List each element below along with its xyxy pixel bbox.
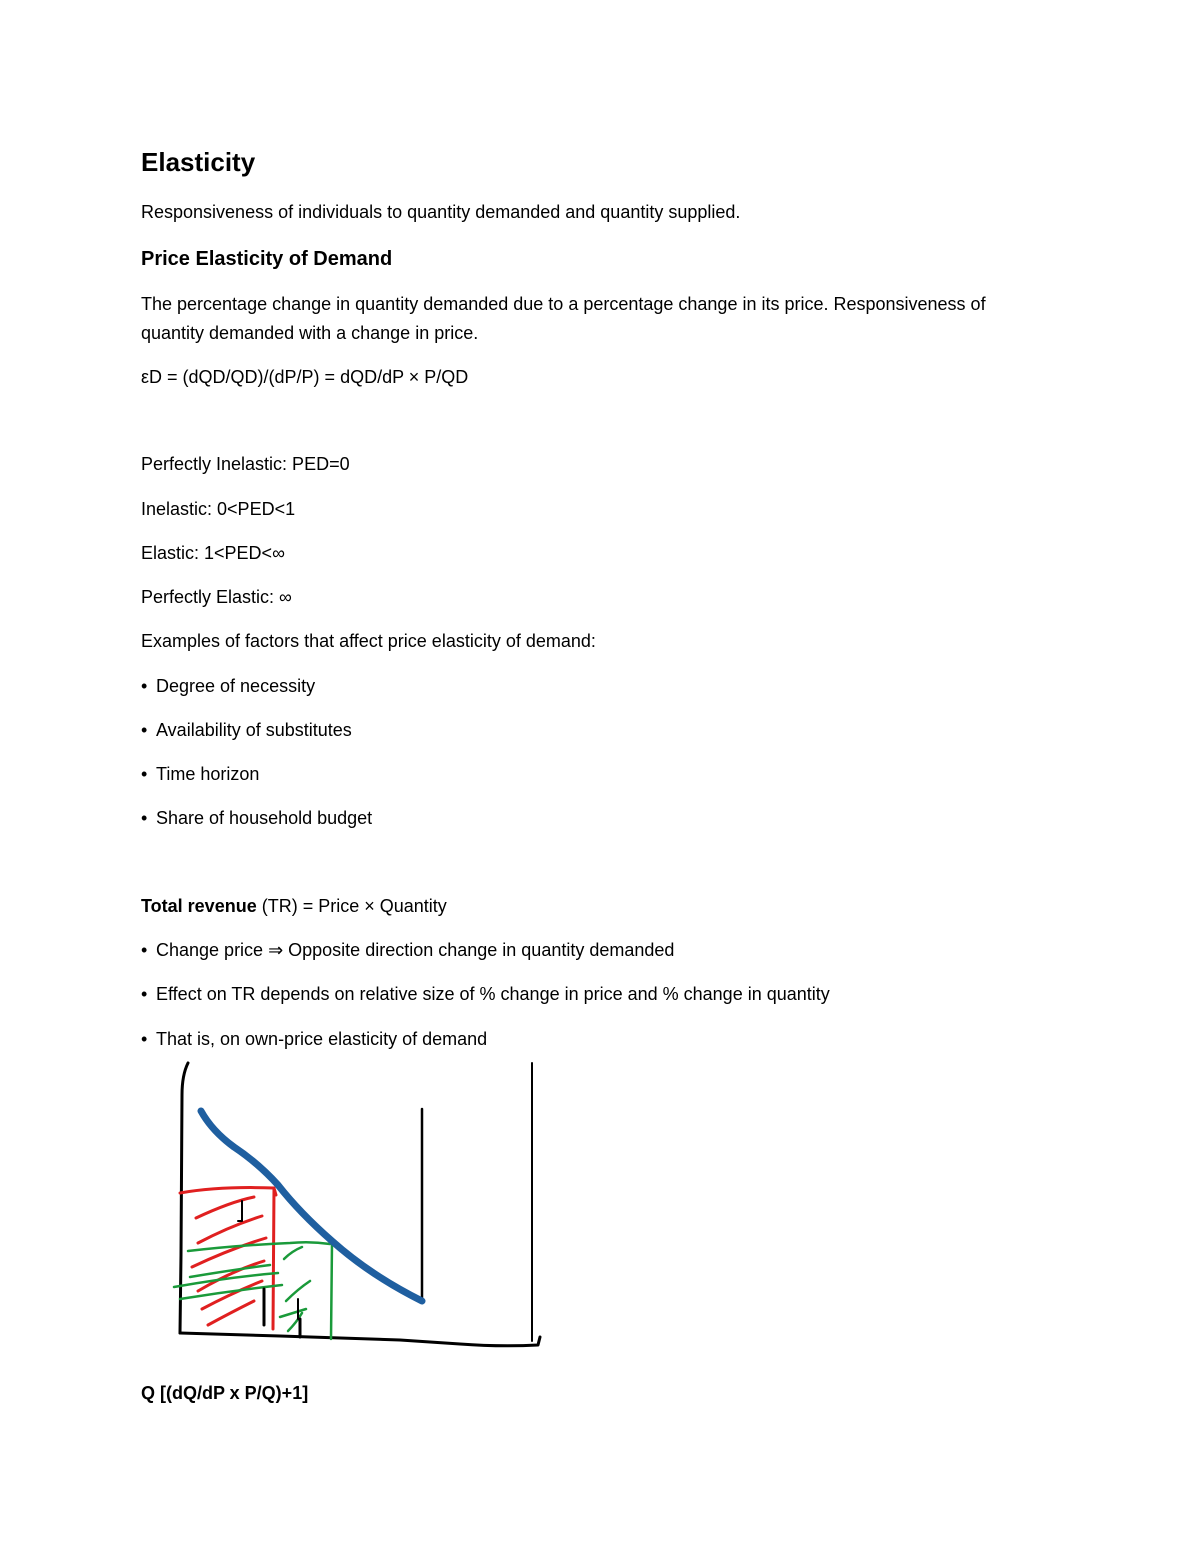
bullet-icon: • [141, 720, 148, 740]
section-heading: Price Elasticity of Demand [141, 248, 393, 270]
bullet-icon: • [141, 940, 148, 960]
elasticity-formula: εD = (dQD/QD)/(dP/P) = dQD/dP × P/QD [141, 367, 469, 387]
tr-point-label: Effect on TR depends on relative size of % change in price and % change in quantity [156, 984, 830, 1004]
revenue-formula: Q [(dQ/dP x P/Q)+1] [141, 1383, 309, 1403]
factor-label: Degree of necessity [156, 676, 316, 696]
definition-line-1: The percentage change in quantity demanded due to a percentage change in its price. Responsiveness of [141, 294, 986, 314]
factor-label: Share of household budget [156, 808, 373, 828]
revenue-sketch [160, 1055, 560, 1365]
total-revenue-term: Total revenue [141, 896, 257, 916]
factor-label: Availability of substitutes [156, 720, 352, 740]
factor-item [141, 763, 259, 785]
factors-intro: Examples of factors that affect price elasticity of demand: [141, 631, 596, 651]
bullet-icon: • [141, 676, 148, 696]
x-axis-stroke [180, 1333, 540, 1346]
category-elastic: Elastic: 1<PED<∞ [141, 543, 285, 563]
tr-point [141, 983, 830, 1005]
bullet-icon: • [141, 1029, 148, 1049]
tr-point [141, 939, 674, 961]
factor-item [141, 807, 372, 829]
y-axis-stroke [180, 1063, 188, 1333]
bullet-icon: • [141, 808, 148, 828]
tr-point [141, 1028, 487, 1050]
definition-line-2: quantity demanded with a change in price. [141, 323, 479, 343]
bullet-icon: • [141, 764, 148, 784]
tr-point-label: That is, on own-price elasticity of demand [156, 1029, 488, 1049]
factor-item [141, 675, 315, 697]
total-revenue-formula: (TR) = Price × Quantity [256, 896, 447, 916]
category-inelastic: Inelastic: 0<PED<1 [141, 499, 296, 519]
sketch-axes [180, 1063, 540, 1346]
category-perfectly-elastic: Perfectly Elastic: ∞ [141, 587, 292, 607]
category-perfectly-inelastic: Perfectly Inelastic: PED=0 [141, 454, 350, 474]
page-title: Elasticity [141, 147, 256, 177]
bullet-icon: • [141, 984, 148, 1004]
total-revenue-definition [141, 895, 447, 917]
factor-item [141, 719, 352, 741]
intro-text: Responsiveness of individuals to quantity demanded and quantity supplied. [141, 202, 741, 222]
red-revenue-area [180, 1188, 276, 1329]
tr-point-label: Change price ⇒ Opposite direction change in quantity demanded [156, 940, 675, 960]
factor-label: Time horizon [156, 764, 260, 784]
